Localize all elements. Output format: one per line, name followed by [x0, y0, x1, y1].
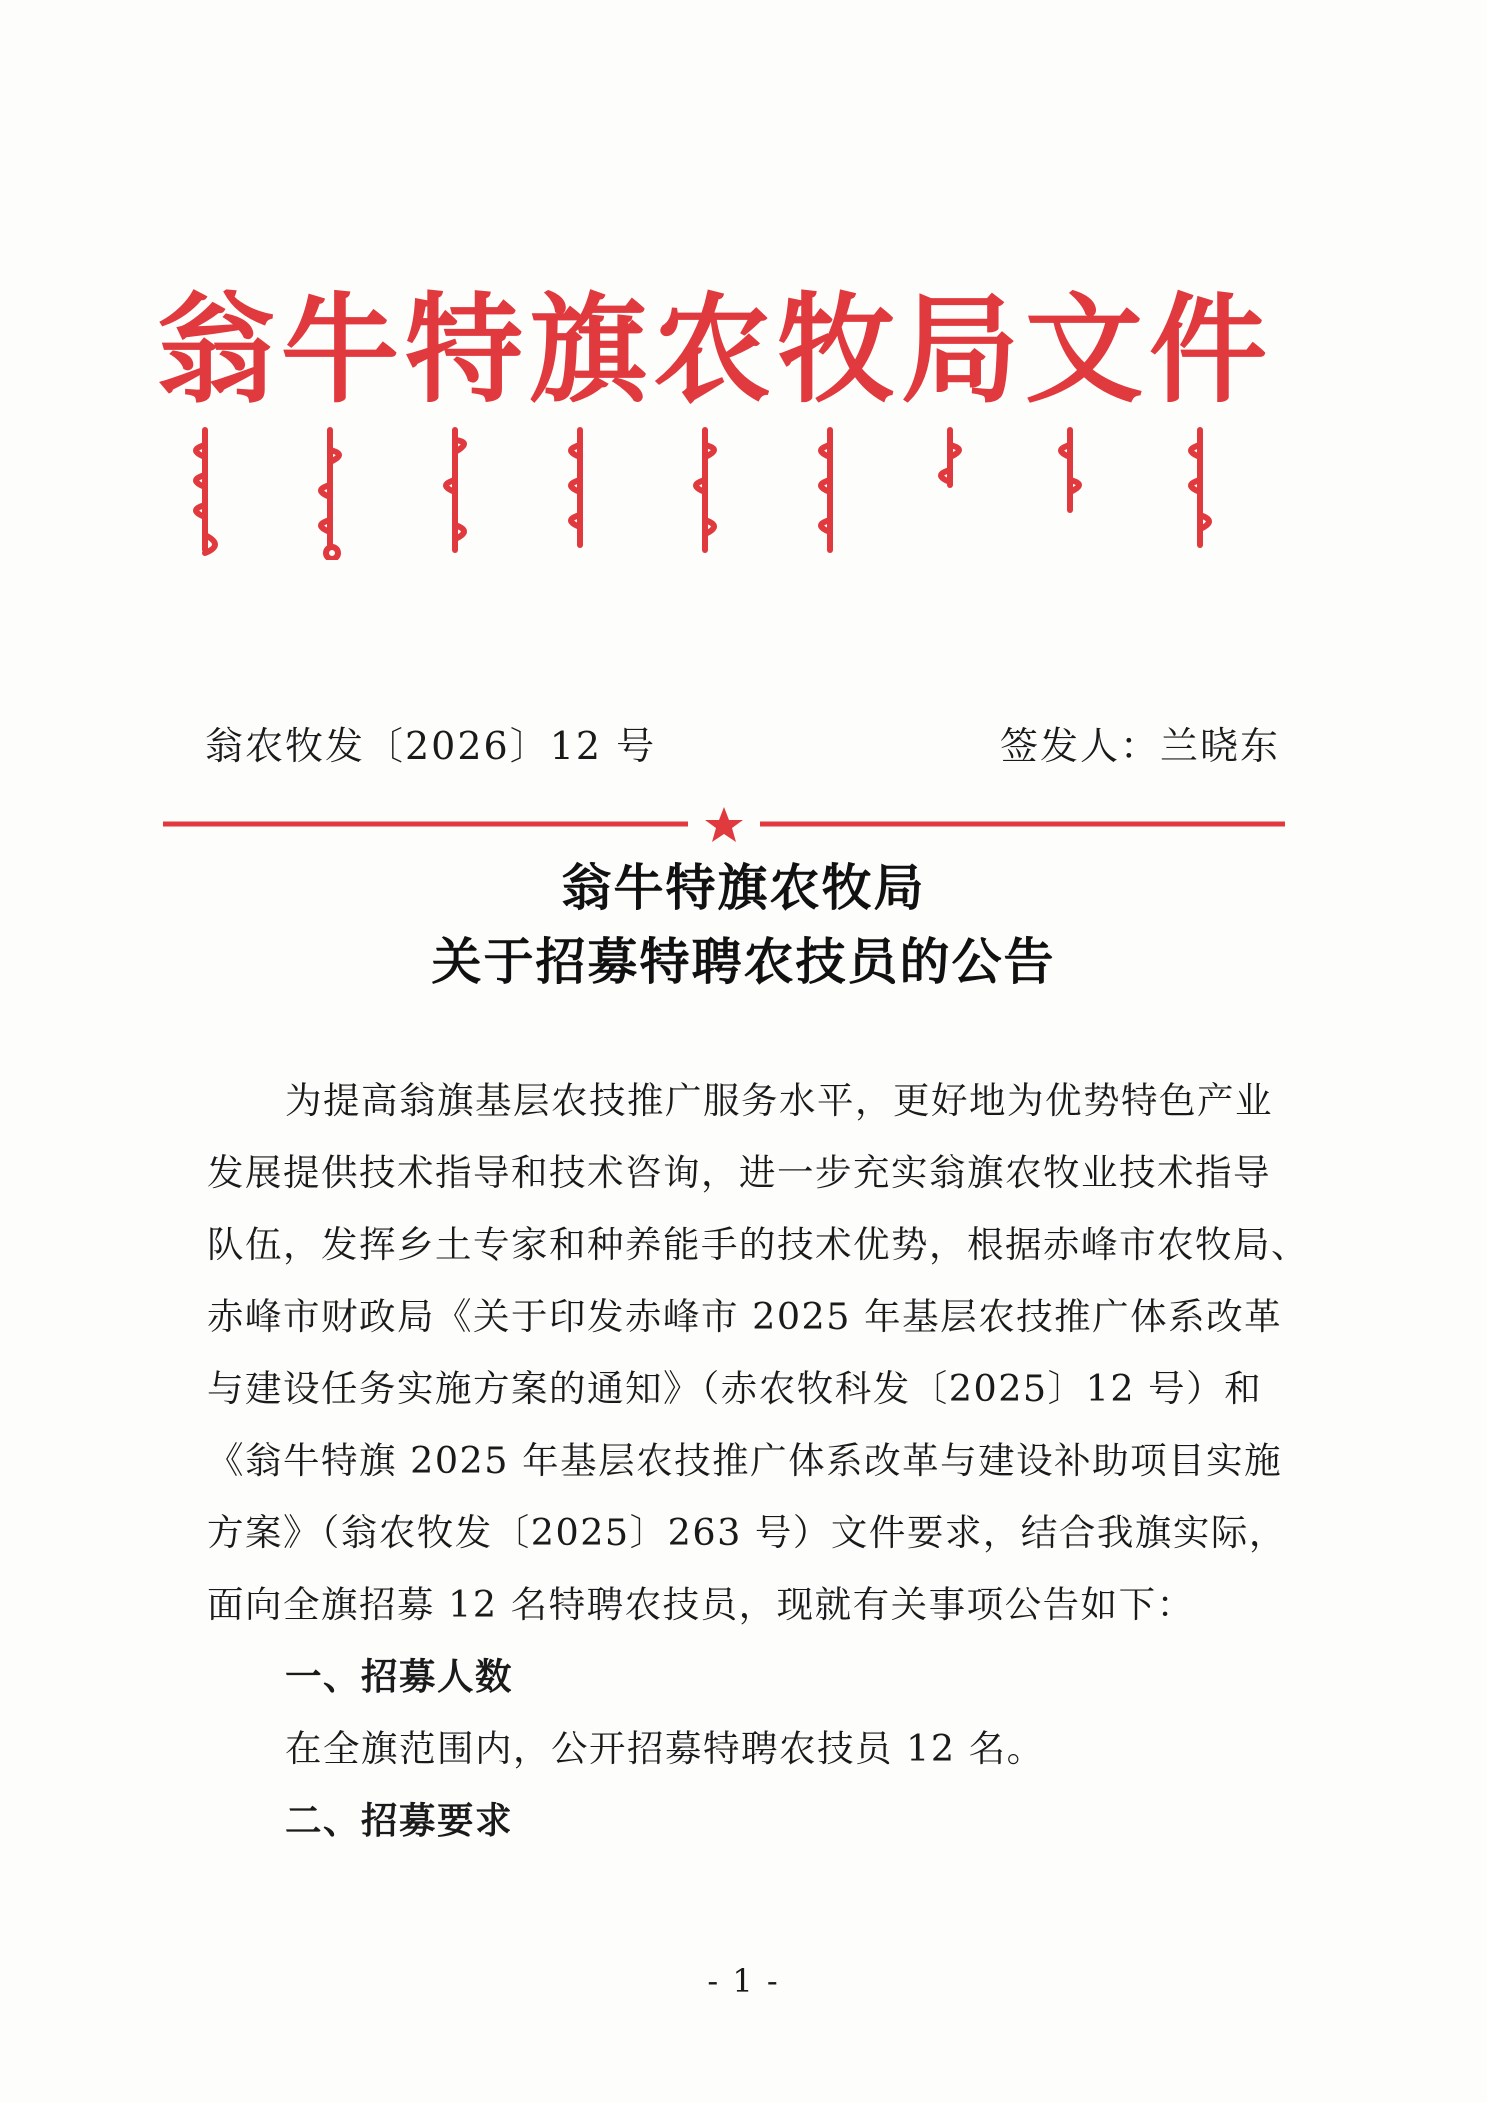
page-number: - 1 - [707, 1962, 780, 2000]
document-number: 翁农牧发〔2026〕12 号 [205, 724, 657, 768]
body-line: 与建设任务实施方案的通知》（赤农牧科发〔2025〕12 号）和 [207, 1367, 1263, 1410]
mongolian-script-header [160, 425, 1280, 560]
document-title-line2: 关于招募特聘农技员的公告 [431, 933, 1056, 991]
body-line: 《翁牛特旗 2025 年基层农技推广体系改革与建设补助项目实施 [207, 1439, 1283, 1482]
issuer-signature: 签发人：兰晓东 [1000, 724, 1281, 768]
section1-text: 在全旗范围内，公开招募特聘农技员 12 名。 [285, 1727, 1045, 1770]
section1-heading: 一、招募人数 [285, 1655, 513, 1698]
red-star-divider [163, 805, 1285, 845]
document-title-line1: 翁牛特旗农牧局 [561, 859, 926, 917]
document-body [207, 1065, 1317, 1857]
body-line: 方案》（翁农牧发〔2025〕263 号）文件要求，结合我旗实际， [207, 1511, 1287, 1554]
body-line: 发展提供技术指导和技术咨询，进一步充实翁旗农牧业技术指导 [207, 1151, 1271, 1194]
body-line: 为提高翁旗基层农技推广服务水平，更好地为优势特色产业 [285, 1079, 1273, 1122]
body-line: 赤峰市财政局《关于印发赤峰市 2025 年基层农技推广体系改革 [207, 1295, 1283, 1338]
section2-heading: 二、招募要求 [285, 1799, 513, 1842]
mongolian-script-graphic [160, 425, 1280, 560]
star-icon [705, 807, 743, 842]
body-line: 队伍，发挥乡土专家和种养能手的技术优势，根据赤峰市农牧局、 [207, 1223, 1309, 1266]
body-line: 面向全旗招募 12 名特聘农技员，现就有关事项公告如下： [207, 1583, 1195, 1626]
red-header-title: 翁牛特旗农牧局文件 [156, 281, 1273, 419]
